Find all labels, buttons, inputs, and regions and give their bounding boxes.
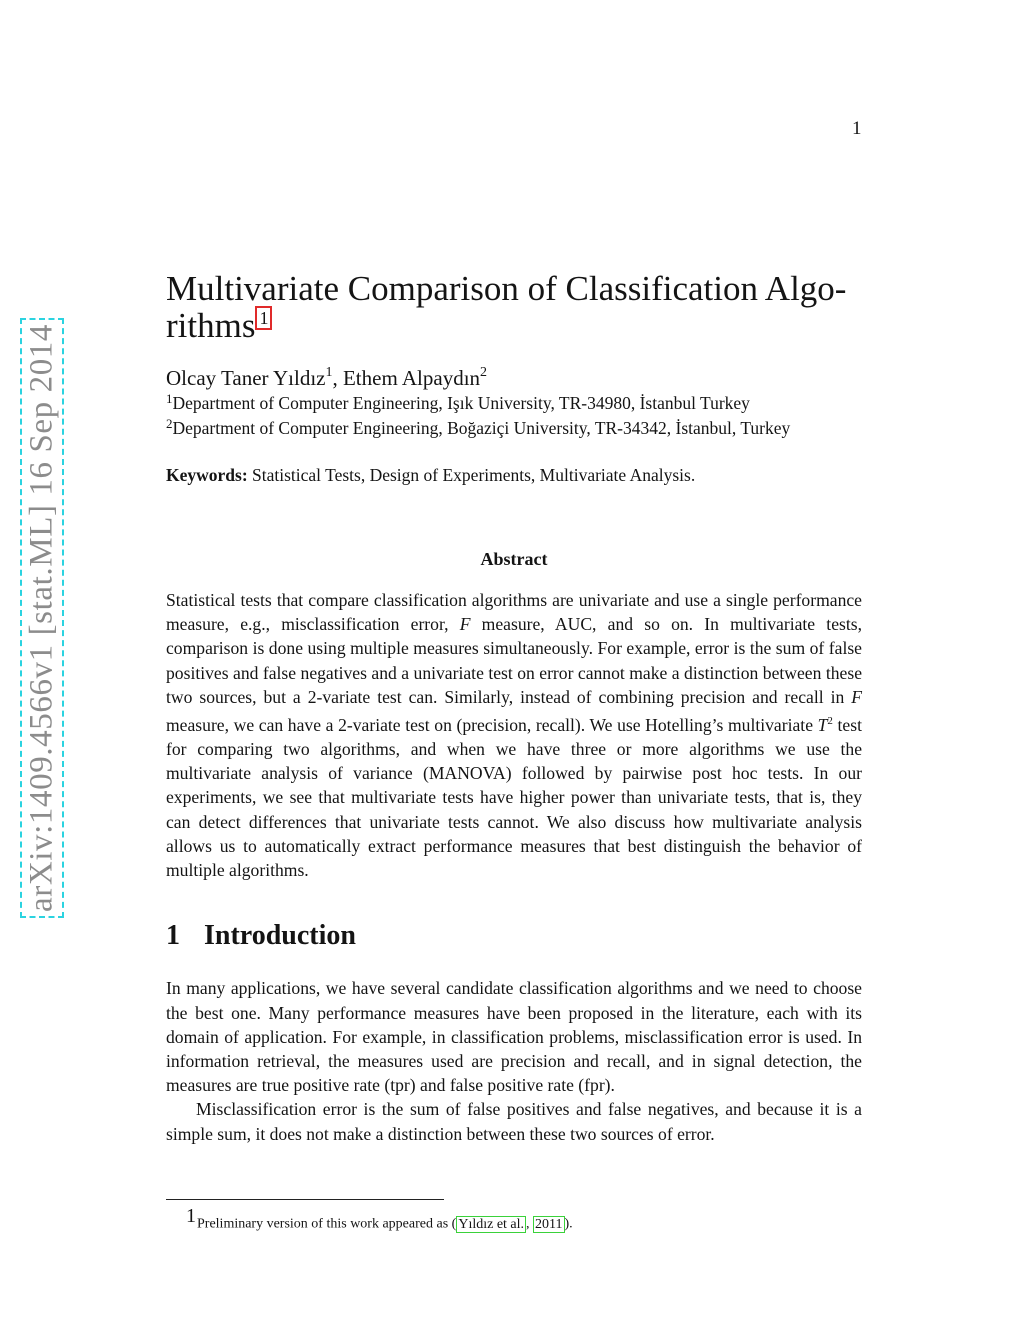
citation-separator: ,: [526, 1216, 534, 1232]
title-footnote-link[interactable]: 1: [255, 306, 272, 330]
math-f: F: [851, 686, 862, 707]
affiliation-1: [166, 391, 862, 416]
title-line-1: Multivariate Comparison of Classification Algo-: [166, 269, 847, 308]
affiliation-1-mark: 1: [166, 391, 173, 406]
math-f: F: [459, 614, 471, 635]
title-line-2: rithms: [166, 306, 256, 345]
footnote-mark: 1: [186, 1205, 196, 1227]
affiliation-2-mark: 2: [166, 416, 173, 431]
affiliation-2-text: Department of Computer Engineering, Boğaziçi University, TR-34342, İstanbul, Turkey: [172, 418, 791, 438]
section-number: 1: [166, 920, 180, 952]
author-list: [166, 366, 862, 391]
author-2-affil-mark: 2: [480, 365, 488, 380]
paper-content: [166, 270, 862, 1146]
affiliation-2: [166, 416, 862, 441]
footnote-suffix: ).: [564, 1216, 573, 1232]
keywords: [166, 465, 862, 486]
keywords-text: Statistical Tests, Design of Experiments, Multivariate Analysis.: [252, 465, 696, 485]
page-number: 1: [852, 118, 862, 139]
citation-author-link[interactable]: Yıldız et al.: [458, 1216, 525, 1232]
abstract-text: Statistical tests that compare classification algorithms are univariate and use a single performance measure, e.g., misclassification error,: [166, 590, 862, 635]
abstract-text: measure, we can have a 2-variate test on (precision, recall). We use Hotelling’s multivariate: [166, 714, 813, 735]
footnote-divider: [166, 1199, 444, 1200]
footnote: [186, 1205, 573, 1233]
paper-title: [166, 270, 862, 344]
math-t: T: [817, 714, 828, 735]
affiliation-1-text: Department of Computer Engineering, Işık University, TR-34980, İstanbul Turkey: [172, 393, 750, 413]
intro-paragraph-1: In many applications, we have several candidate classification algorithms and we need to choose the best one. Many performance measures have been proposed in the literature, each with its domain of application. For example, in classification problems, misclassification error is used. In information retrieval, the measures used are precision and recall, and in signal detection, the measures are true positive rate (tpr) and false positive rate (fpr).: [166, 978, 862, 1096]
section-heading-introduction: [166, 920, 862, 952]
abstract-text: measure, AUC, and so on. In multivariate tests, comparison is done using multiple measures simultaneously. For example, error is the sum of false positives and false negatives and a univariate test on error cannot make a distinction between these two sources, but a 2-variate test can. Similarly, instead of combining precision and recall in: [166, 614, 862, 707]
citation-year-link[interactable]: 2011: [535, 1216, 563, 1232]
keywords-label: Keywords:: [166, 465, 248, 485]
math-t-superscript: 2: [827, 715, 833, 728]
footnote-prefix: Preliminary version of this work appeared as (: [197, 1216, 457, 1232]
section-title: Introduction: [204, 920, 356, 952]
abstract-body: [166, 588, 862, 882]
arxiv-identifier-link[interactable]: [20, 318, 64, 918]
abstract-heading: Abstract: [480, 549, 548, 569]
intro-paragraph-2: Misclassification error is the sum of false positives and false negatives, and because it is a simple sum, it does not make a distinction between these two sources of error.: [166, 1099, 862, 1144]
author-1-affil-mark: 1: [325, 365, 333, 380]
author-1: Olcay Taner Yıldız: [166, 366, 326, 390]
author-separator: ,: [332, 366, 343, 390]
arxiv-identifier-text: arXiv:1409.4566v1 [stat.ML] 16 Sep 2014: [23, 323, 60, 913]
abstract-text: test for comparing two algorithms, and when we have three or more algorithms we use the multivariate analysis of variance (MANOVA) followed by pairwise post hoc tests. In our experiments, we see that multivariate tests have higher power than univariate tests, that is, they can detect differences that univariate tests cannot. We also discuss how multivariate analysis allows us to automatically extract performance measures that best distinguish the behavior of multiple algorithms.: [166, 714, 862, 881]
author-2: Ethem Alpaydın: [342, 366, 481, 390]
